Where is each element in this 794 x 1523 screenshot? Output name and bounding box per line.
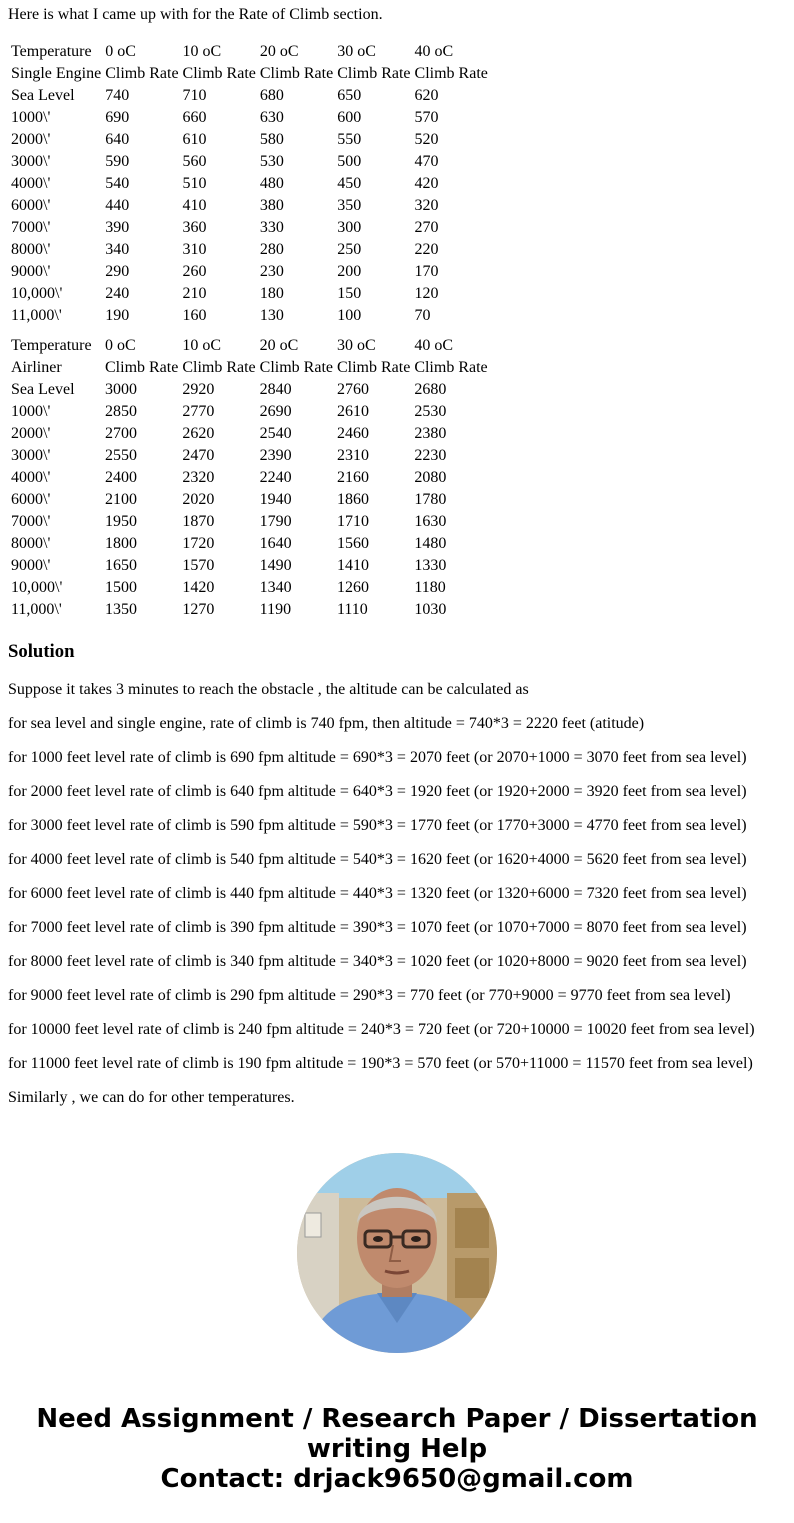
single-engine-climb-table [8, 40, 491, 328]
table-cell: 350 [337, 197, 362, 214]
table-cell: 4000\' [11, 175, 51, 192]
table-cell: Temperature [11, 43, 92, 60]
table-cell: 1110 [336, 601, 368, 618]
table-cell: 4000\' [11, 469, 51, 486]
table-cell: 210 [182, 285, 207, 302]
solution-line: for 6000 feet level rate of climb is 440 fpm altitude = 440*3 = 1320 feet (or 1320+6000 = 7320 feet from sea level) [8, 885, 747, 902]
table-cell: 7000\' [11, 513, 51, 530]
table-cell: 10,000\' [11, 579, 63, 596]
table-header-row [10, 336, 489, 356]
table-row [10, 380, 489, 400]
table-cell: 6000\' [11, 491, 51, 508]
table-cell: Climb Rate [336, 359, 411, 376]
table-cell: 270 [414, 219, 439, 236]
table-cell: 1480 [414, 535, 447, 552]
author-photo [297, 1153, 497, 1353]
table-cell: 2920 [182, 381, 215, 398]
table-cell: 2000\' [11, 425, 51, 442]
table-cell: 710 [182, 87, 207, 104]
table-cell: Single Engine [11, 65, 102, 82]
table-cell: 11,000\' [11, 307, 62, 324]
table-cell: 1180 [414, 579, 446, 596]
table-cell: 7000\' [11, 219, 51, 236]
table-cell: 0 oC [105, 337, 136, 354]
table-cell: Climb Rate [337, 65, 411, 82]
table-cell: 550 [337, 131, 362, 148]
table-cell: Climb Rate [105, 359, 179, 376]
table-cell: 8000\' [11, 241, 51, 258]
table-cell: 3000\' [11, 447, 51, 464]
table-cell: 470 [414, 153, 439, 170]
table-cell: 260 [182, 263, 207, 280]
table-cell: 2160 [336, 469, 369, 486]
table-cell: 11,000\' [11, 601, 62, 618]
table-cell: 2680 [414, 381, 447, 398]
table-cell: 1490 [259, 557, 292, 574]
table-cell: 1350 [105, 601, 137, 618]
table-row [10, 306, 489, 326]
solution-body [8, 680, 755, 1122]
table-cell: 6000\' [11, 197, 51, 214]
table-cell: 320 [414, 197, 439, 214]
table-cell: 1710 [336, 513, 369, 530]
table-cell: Climb Rate [414, 65, 488, 82]
table-cell: Climb Rate [259, 359, 333, 376]
table-row [10, 262, 489, 282]
table-cell: 2470 [182, 447, 215, 464]
table-cell: Climb Rate [105, 65, 179, 82]
table-header-row [10, 64, 489, 84]
table-cell: 2700 [105, 425, 137, 442]
table-cell: 30 oC [336, 337, 376, 354]
banner-contact: Contact: drjack9650@gmail.com [160, 1464, 634, 1494]
table-row [10, 152, 489, 172]
banner-line-1: Need Assignment / Research Paper / Dissertation [36, 1404, 758, 1434]
solution-line: Suppose it takes 3 minutes to reach the obstacle , the altitude can be calculated as [8, 681, 529, 698]
table-cell: 650 [337, 87, 362, 104]
author-portrait-image [297, 1153, 497, 1353]
table-cell: 1260 [336, 579, 369, 596]
table-cell: 380 [259, 197, 284, 214]
table-cell: 180 [259, 285, 284, 302]
table-cell: 3000 [105, 381, 137, 398]
contact-banner [0, 1404, 794, 1494]
table-row [10, 196, 489, 216]
table-cell: 2230 [414, 447, 447, 464]
solution-line: for 7000 feet level rate of climb is 390 fpm altitude = 390*3 = 1070 feet (or 1070+7000 = 8070 feet from sea level) [8, 919, 747, 936]
table-cell: 590 [105, 153, 130, 170]
table-cell: 2100 [105, 491, 137, 508]
table-cell: 10 oC [182, 337, 221, 354]
table-cell: 20 oC [259, 43, 299, 60]
table-cell: Climb Rate [182, 359, 256, 376]
table-cell: 2760 [336, 381, 369, 398]
table-row [10, 240, 489, 260]
table-row [10, 284, 489, 304]
table-cell: 1860 [336, 491, 369, 508]
airliner-climb-table [8, 334, 491, 622]
table-cell: 540 [105, 175, 130, 192]
table-cell: 100 [337, 307, 362, 324]
solution-line: for 3000 feet level rate of climb is 590 fpm altitude = 590*3 = 1770 feet (or 1770+3000 = 4770 feet from sea level) [8, 817, 747, 834]
solution-line: for 1000 feet level rate of climb is 690 fpm altitude = 690*3 = 2070 feet (or 2070+1000 = 3070 feet from sea level) [8, 749, 747, 766]
solution-heading: Solution [8, 641, 75, 662]
table-cell: 390 [105, 219, 130, 236]
table-cell: 10 oC [182, 43, 222, 60]
table-cell: 1190 [259, 601, 292, 618]
table-cell: 2850 [105, 403, 137, 420]
solution-line: for 8000 feet level rate of climb is 340 fpm altitude = 340*3 = 1020 feet (or 1020+8000 = 9020 feet from sea level) [8, 953, 747, 970]
table-row [10, 556, 489, 576]
table-cell: 1560 [336, 535, 369, 552]
table-cell: 2610 [336, 403, 369, 420]
table-cell: 1640 [259, 535, 292, 552]
table-cell: 2000\' [11, 131, 51, 148]
table-cell: Sea Level [11, 381, 75, 398]
table-cell: 0 oC [105, 43, 136, 60]
table-cell: 600 [337, 109, 362, 126]
table-cell: 2320 [182, 469, 215, 486]
table-cell: 240 [105, 285, 130, 302]
table-row [10, 468, 489, 488]
table-cell: 410 [182, 197, 207, 214]
table-header-row [10, 42, 489, 62]
table-cell: 2380 [414, 425, 447, 442]
intro-text: Here is what I came up with for the Rate of Climb section. [8, 6, 383, 23]
table-cell: 2020 [182, 491, 215, 508]
table-cell: 20 oC [259, 337, 299, 354]
solution-line: Similarly , we can do for other temperatures. [8, 1089, 295, 1106]
table-row [10, 218, 489, 238]
table-row [10, 174, 489, 194]
table-cell: 560 [182, 153, 207, 170]
table-cell: 1950 [105, 513, 137, 530]
table-cell: 2310 [336, 447, 369, 464]
table-cell: 170 [414, 263, 439, 280]
table-row [10, 424, 489, 444]
table-cell: 1790 [259, 513, 292, 530]
table-cell: 2390 [259, 447, 292, 464]
table-cell: 570 [414, 109, 439, 126]
table-cell: 510 [182, 175, 207, 192]
table-cell: 1630 [414, 513, 447, 530]
table-cell: 640 [105, 131, 130, 148]
table-cell: 220 [414, 241, 439, 258]
table-cell: 40 oC [414, 43, 454, 60]
table-row [10, 512, 489, 532]
table-row [10, 600, 489, 620]
table-cell: 290 [105, 263, 130, 280]
table-row [10, 534, 489, 554]
table-cell: 1940 [259, 491, 292, 508]
table-cell: Climb Rate [414, 359, 488, 376]
table-cell: 150 [337, 285, 362, 302]
table-cell: 2240 [259, 469, 292, 486]
table-cell: 2620 [182, 425, 215, 442]
table-cell: 10,000\' [11, 285, 63, 302]
table-cell: 30 oC [337, 43, 376, 60]
table-cell: 70 [414, 307, 431, 324]
table-cell: 8000\' [11, 535, 51, 552]
table-cell: 1340 [259, 579, 292, 596]
table-cell: 1270 [182, 601, 215, 618]
table-cell: 1720 [182, 535, 215, 552]
table-row [10, 86, 489, 106]
table-cell: 2770 [182, 403, 215, 420]
table-cell: 660 [182, 109, 207, 126]
table-cell: 450 [337, 175, 362, 192]
table-cell: 130 [259, 307, 284, 324]
table-row [10, 130, 489, 150]
table-cell: 2080 [414, 469, 447, 486]
table-cell: 1570 [182, 557, 215, 574]
table-cell: 1000\' [11, 109, 51, 126]
table-cell: Temperature [11, 337, 92, 354]
table-cell: 280 [259, 241, 284, 258]
table-cell: 530 [259, 153, 284, 170]
table-cell: 2400 [105, 469, 137, 486]
banner-line-2: writing Help [306, 1434, 488, 1464]
table-cell: 1030 [414, 601, 447, 618]
table-cell: 190 [105, 307, 130, 324]
table-cell: 740 [105, 87, 130, 104]
table-cell: 620 [414, 87, 439, 104]
table-cell: 160 [182, 307, 207, 324]
solution-line: for 10000 feet level rate of climb is 240 fpm altitude = 240*3 = 720 feet (or 720+10000 = 10020 feet from sea level) [8, 1021, 755, 1038]
table-cell: 250 [337, 241, 362, 258]
table-row [10, 578, 489, 598]
table-cell: 1330 [414, 557, 447, 574]
table-cell: 360 [182, 219, 207, 236]
solution-line: for 4000 feet level rate of climb is 540 fpm altitude = 540*3 = 1620 feet (or 1620+4000 = 5620 feet from sea level) [8, 851, 747, 868]
table-cell: 440 [105, 197, 130, 214]
table-cell: 2550 [105, 447, 137, 464]
solution-line: for 9000 feet level rate of climb is 290 fpm altitude = 290*3 = 770 feet (or 770+9000 = 9770 feet from sea level) [8, 987, 731, 1004]
table-cell: 3000\' [11, 153, 51, 170]
table-row [10, 108, 489, 128]
table-cell: 340 [105, 241, 130, 258]
table-cell: 1500 [105, 579, 137, 596]
table-cell: 2540 [259, 425, 292, 442]
table-cell: 500 [337, 153, 362, 170]
table-cell: 480 [259, 175, 284, 192]
table-cell: 230 [259, 263, 284, 280]
table-row [10, 490, 489, 510]
table-cell: 120 [414, 285, 439, 302]
table-cell: Sea Level [11, 87, 75, 104]
table-cell: 610 [182, 131, 207, 148]
table-cell: 40 oC [414, 337, 453, 354]
solution-line: for 2000 feet level rate of climb is 640 fpm altitude = 640*3 = 1920 feet (or 1920+2000 = 3920 feet from sea level) [8, 783, 747, 800]
table-cell: 680 [259, 87, 284, 104]
table-cell: Climb Rate [182, 65, 256, 82]
table-cell: 330 [259, 219, 284, 236]
table-cell: 200 [337, 263, 362, 280]
table-cell: 2530 [414, 403, 447, 420]
table-cell: 520 [414, 131, 439, 148]
table-cell: 1410 [336, 557, 369, 574]
table-cell: 300 [337, 219, 362, 236]
table-cell: Airliner [11, 359, 62, 376]
table-cell: 420 [414, 175, 439, 192]
table-cell: 310 [182, 241, 207, 258]
solution-line: for 11000 feet level rate of climb is 190 fpm altitude = 190*3 = 570 feet (or 570+11000 = 11570 feet from sea level) [8, 1055, 753, 1072]
table-cell: 690 [105, 109, 130, 126]
table-cell: 1800 [105, 535, 137, 552]
solution-line: for sea level and single engine, rate of climb is 740 fpm, then altitude = 740*3 = 2220 feet (atitude) [8, 715, 645, 732]
table-header-row [10, 358, 489, 378]
table-cell: 630 [259, 109, 284, 126]
table-cell: 9000\' [11, 557, 51, 574]
table-cell: 1420 [182, 579, 215, 596]
table-cell: 2460 [336, 425, 369, 442]
table-cell: 1650 [105, 557, 137, 574]
table-cell: 1780 [414, 491, 447, 508]
table-row [10, 402, 489, 422]
table-cell: 580 [259, 131, 284, 148]
table-cell: 1000\' [11, 403, 51, 420]
table-cell: 2840 [259, 381, 292, 398]
table-row [10, 446, 489, 466]
table-cell: 2690 [259, 403, 292, 420]
table-cell: Climb Rate [259, 65, 334, 82]
table-cell: 1870 [182, 513, 215, 530]
table-cell: 9000\' [11, 263, 51, 280]
